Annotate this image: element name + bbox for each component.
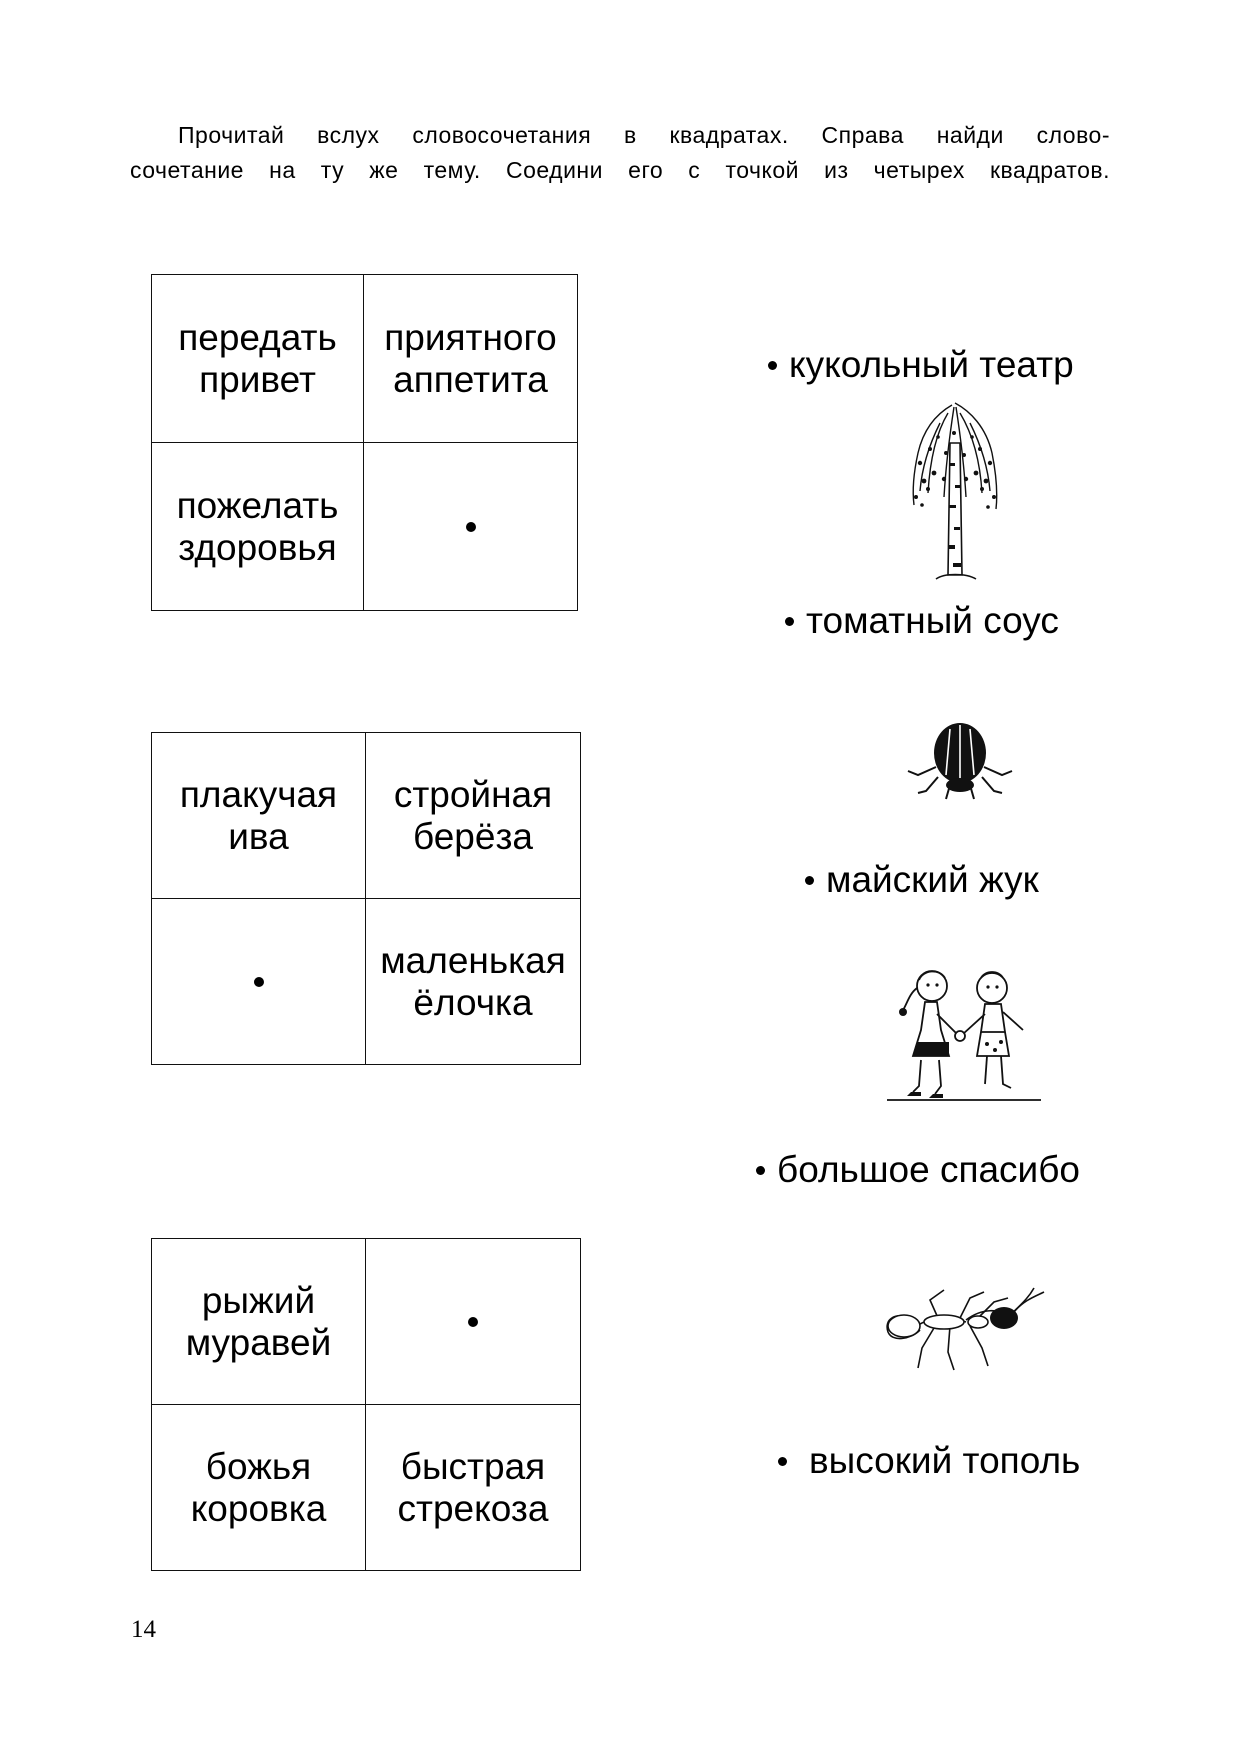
ant-illustration xyxy=(874,1278,1050,1374)
answer-phrase-5-text: высокий тополь xyxy=(809,1440,1081,1481)
answer-phrase-2[interactable] xyxy=(785,600,1059,642)
grid-2-cell-1: плакучая ива xyxy=(152,733,366,899)
grid-2-cell-4: маленькая ёлочка xyxy=(366,899,581,1065)
answer-phrase-3[interactable] xyxy=(805,859,1039,901)
grid-3-connect-dot-cell[interactable] xyxy=(366,1239,581,1405)
grid-3-cell-3: божья коровка xyxy=(152,1405,366,1571)
connect-dot[interactable] xyxy=(468,1317,478,1327)
grid-2-connect-dot-cell[interactable] xyxy=(152,899,366,1065)
answer-phrase-2-text: томатный соус xyxy=(806,600,1059,641)
bullet-dot[interactable] xyxy=(778,1457,787,1466)
birch-tree-illustration xyxy=(900,393,1010,588)
grid-3-cell-4: быстрая стрекоза xyxy=(366,1405,581,1571)
connect-dot[interactable] xyxy=(466,522,476,532)
answer-phrase-5[interactable] xyxy=(778,1440,1080,1482)
grid-1-cell-1: передать привет xyxy=(152,275,364,443)
grid-3-cell-1: рыжий муравей xyxy=(152,1239,366,1405)
instructions xyxy=(130,118,1110,188)
phrase-grid-1 xyxy=(151,274,578,611)
answer-phrase-1-text: кукольный театр xyxy=(789,344,1074,385)
answer-phrase-4[interactable] xyxy=(756,1149,1080,1191)
beetle-illustration xyxy=(900,713,1020,803)
page-number: 14 xyxy=(131,1616,156,1643)
children-holding-hands-illustration xyxy=(877,960,1049,1108)
instructions-line-2: сочетание на ту же тему. Соедини его с точкой из четырех квадратов. xyxy=(130,157,1110,183)
phrase-grid-2 xyxy=(151,732,581,1065)
grid-2-cell-2: стройная берёза xyxy=(366,733,581,899)
grid-1-cell-2: приятного аппетита xyxy=(364,275,578,443)
bullet-dot[interactable] xyxy=(805,876,814,885)
answer-phrase-1[interactable] xyxy=(768,344,1074,386)
bullet-dot[interactable] xyxy=(768,361,777,370)
phrase-grid-3 xyxy=(151,1238,581,1571)
grid-1-cell-3: пожелать здоровья xyxy=(152,443,364,611)
instructions-line-1: Прочитай вслух словосочетания в квадратах. Справа найди слово- xyxy=(178,122,1110,148)
grid-1-connect-dot-cell[interactable] xyxy=(364,443,578,611)
bullet-dot[interactable] xyxy=(785,617,794,626)
connect-dot[interactable] xyxy=(254,977,264,987)
bullet-dot[interactable] xyxy=(756,1166,765,1175)
answer-phrase-3-text: майский жук xyxy=(826,859,1039,900)
answer-phrase-4-text: большое спасибо xyxy=(777,1149,1080,1190)
